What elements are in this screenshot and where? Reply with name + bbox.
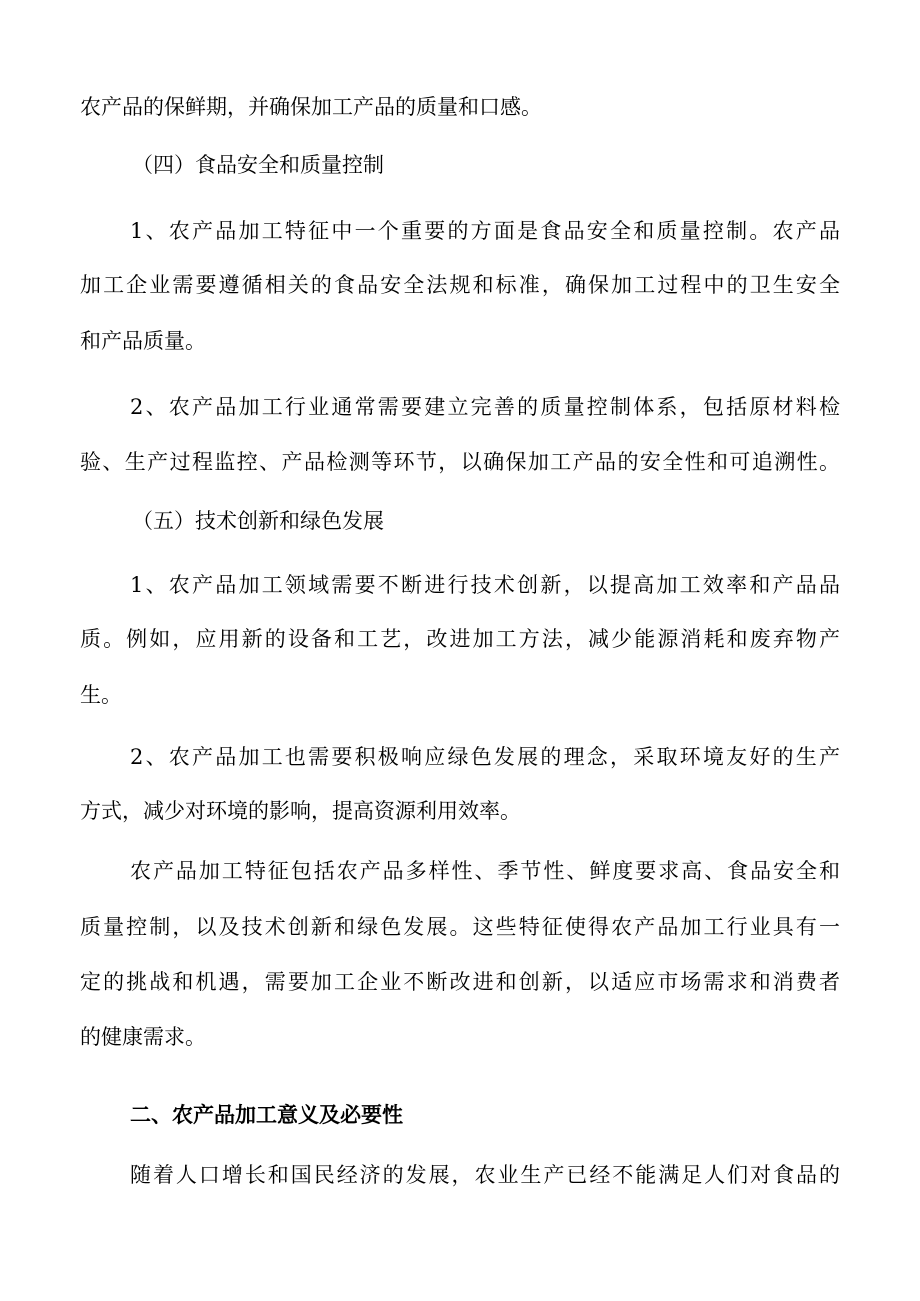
- paragraph-line: 生。: [80, 683, 122, 707]
- paragraph-line: 质量控制，以及技术创新和绿色发展。这些特征使得农产品加工行业具有一: [80, 915, 840, 939]
- paragraph-line: 1、农产品加工领域需要不断进行技术创新，以提高加工效率和产品品: [130, 573, 840, 597]
- paragraph-line: 和产品质量。: [80, 329, 206, 353]
- paragraph-line: 的健康需求。: [80, 1025, 206, 1049]
- paragraph-line: 2、农产品加工行业通常需要建立完善的质量控制体系，包括原材料检: [130, 395, 840, 419]
- chapter-heading-2: 二、农产品加工意义及必要性: [130, 1103, 403, 1127]
- paragraph-line: 加工企业需要遵循相关的食品安全法规和标准，确保加工过程中的卫生安全: [80, 273, 840, 297]
- section-heading-5: （五）技术创新和绿色发展: [132, 509, 384, 533]
- paragraph-line: 质。例如，应用新的设备和工艺，改进加工方法，减少能源消耗和废弃物产: [80, 627, 840, 651]
- paragraph-line: 验、生产过程监控、产品检测等环节，以确保加工产品的安全性和可追溯性。: [80, 450, 840, 474]
- paragraph-line: 1、农产品加工特征中一个重要的方面是食品安全和质量控制。农产品: [130, 219, 840, 243]
- section-heading-4: （四）食品安全和质量控制: [132, 153, 384, 177]
- paragraph-line: 定的挑战和机遇，需要加工企业不断改进和创新，以适应市场需求和消费者: [80, 970, 840, 994]
- paragraph-line: 随着人口增长和国民经济的发展，农业生产已经不能满足人们对食品的: [130, 1163, 840, 1187]
- paragraph-line: 农产品加工特征包括农产品多样性、季节性、鲜度要求高、食品安全和: [130, 859, 840, 883]
- paragraph-line: 农产品的保鲜期，并确保加工产品的质量和口感。: [80, 95, 542, 119]
- paragraph-line: 方式，减少对环境的影响，提高资源利用效率。: [80, 799, 521, 823]
- paragraph-line: 2、农产品加工也需要积极响应绿色发展的理念，采取环境友好的生产: [130, 745, 840, 769]
